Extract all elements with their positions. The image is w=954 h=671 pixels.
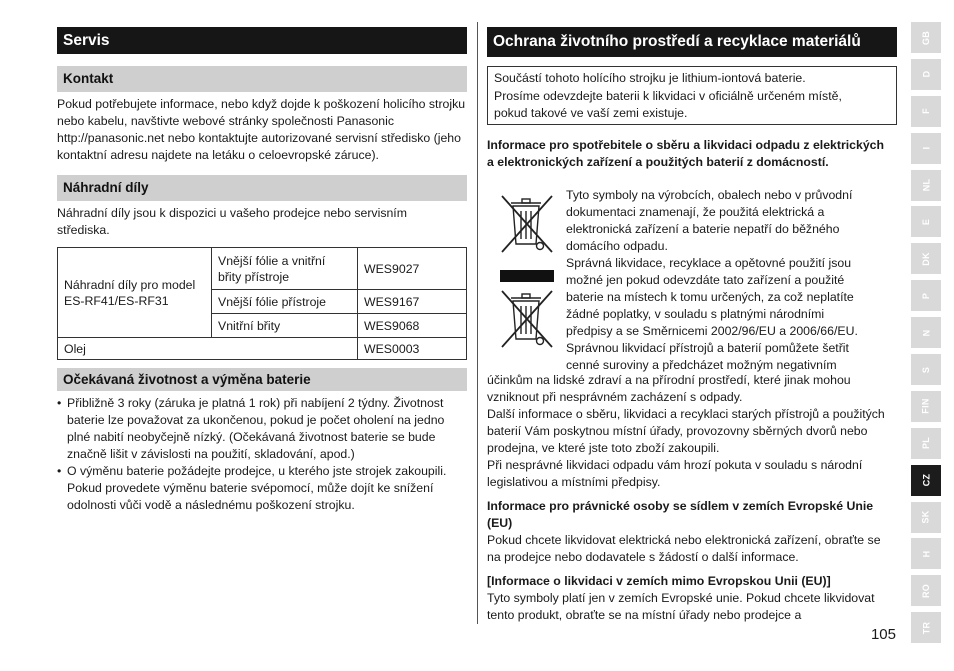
text-line: možné jen pokud odevzdáte tato zařízení a použité [566, 273, 845, 287]
business-heading: Informace pro právnické osoby se sídlem v zemích Evropské Unie (EU) [487, 499, 874, 530]
language-tab-label: D [921, 70, 931, 78]
non-eu-text: Tyto symboly platí jen v zemích Evropské unie. Pokud chcete likvidovat tento produkt, obraťte se na místní úřady nebo prodejce a [487, 591, 875, 622]
language-tab-sk[interactable] [911, 502, 941, 533]
oil-label: Olej [58, 338, 358, 360]
list-item: • Přibližně 3 roky (záruka je platná 1 rok) při nabíjení 2 týdny. Životnost baterie lze považovat za ukončenou, pokud je počet oholení na jedno plné nabití neobyčejně nízký. (Očekávaná životnost baterie se bude značně lišit v závislosti na použití, skladování, apod.) [57, 395, 459, 463]
language-tab-s[interactable] [911, 354, 941, 385]
language-tab-label: E [921, 218, 931, 226]
section-title-servis: Servis [57, 27, 467, 54]
symbols-text: Tyto symboly na výrobcích, obalech nebo v průvodní dokumentaci znamenají, že použitá elektrická a elektronická zařízení a baterie nepatří do běžného domácího odpadu. [566, 188, 853, 253]
text-line: cenné suroviny a předcházet možným negativním [566, 358, 837, 372]
handling-cont: účinkům na lidské zdraví a na přírodní prostředí, které jinak mohou vzniknout při nesprávném zacházení s odpady. [487, 373, 851, 404]
page-number: 105 [870, 626, 896, 643]
language-tab-h[interactable] [911, 538, 941, 569]
table-row [58, 338, 467, 360]
battery-info-box [487, 66, 897, 125]
language-tab-label: TR [920, 621, 931, 635]
part-name: Vnitřní břity [212, 314, 358, 338]
consumer-heading: Informace pro spotřebitele o sběru a likvidaci odpadu z elektrických a elektronických zařízení a použitých baterií z domácností. [487, 138, 885, 169]
weee-symbols [496, 190, 558, 352]
language-tab-label: PL [920, 437, 931, 450]
text-line: Správnou likvidací přístrojů a baterií pomůžete šetřit [566, 341, 849, 355]
language-tab-label: P [921, 292, 931, 299]
language-tab-cz[interactable] [911, 465, 941, 496]
box-line: pokud takové ve vaší zemi existuje. [494, 106, 688, 120]
part-name: Vnější fólie a vnitřní břity přístroje [212, 248, 358, 290]
table-row [58, 248, 467, 290]
language-tab-e[interactable] [911, 206, 941, 237]
crossed-bin-icon [496, 190, 558, 352]
language-tab-dk[interactable] [911, 243, 941, 274]
kontakt-text: Pokud potřebujete informace, nebo když dojde k poškození holicího strojku nebo kabelu, navštivte webové stránky společnosti Panasonic http://panasonic.net nebo kontaktujte autorizované servisní středisko (jeho kontaktní adresu najdete na letáku o celoevropské záruce). [57, 97, 466, 162]
part-code: WES9027 [358, 248, 467, 290]
text-line: Správná likvidace, recyklace a opětovné použití jsou [566, 256, 852, 270]
language-tab-tr[interactable] [911, 612, 941, 643]
subheading-kontakt: Kontakt [57, 66, 467, 92]
language-tab-n[interactable] [911, 317, 941, 348]
language-tab-i[interactable] [911, 133, 941, 164]
part-code: WES9167 [358, 290, 467, 314]
language-tab-label: NL [920, 178, 931, 192]
language-tab-label: SK [920, 510, 931, 524]
language-tab-gb[interactable] [911, 22, 941, 53]
language-tab-d[interactable] [911, 59, 941, 90]
battery-bullets [57, 395, 459, 514]
language-tab-label: GB [920, 30, 931, 45]
language-tab-f[interactable] [911, 96, 941, 127]
language-tab-label: DK [920, 252, 931, 266]
text-line: baterie na místech k tomu určených, za což neplatíte [566, 290, 854, 304]
column-divider [477, 22, 478, 624]
non-eu-heading: [Informace o likvidaci v zemích mimo Evropskou Unii (EU)] [487, 574, 831, 588]
parts-text: Náhradní díly jsou k dispozici u vašeho prodejce nebo servisním střediska. [57, 206, 407, 237]
text-line: žádné poplatky, v souladu s platnými národními [566, 307, 825, 321]
handling-lines [566, 255, 896, 374]
oil-code: WES0003 [358, 338, 467, 360]
business-text: Pokud chcete likvidovat elektrická nebo elektronická zařízení, obraťte se na prodejce nebo dodavatele s žádostí o další informace. [487, 533, 881, 564]
language-tabs [911, 22, 941, 649]
language-tab-label: H [921, 550, 931, 558]
subheading-battery: Očekávaná životnost a výměna baterie [57, 368, 467, 391]
language-tab-label: RO [920, 583, 931, 598]
part-code: WES9068 [358, 314, 467, 338]
language-tab-label: I [921, 146, 931, 150]
parts-table [57, 247, 467, 360]
language-tab-label: F [921, 108, 931, 115]
language-tab-label: N [921, 329, 931, 337]
language-tab-nl[interactable] [911, 170, 941, 201]
right-body [487, 372, 897, 624]
penalty-text: Při nesprávné likvidaci odpadu vám hrozí pokuta v souladu s národní legislativou a místními předpisy. [487, 458, 863, 489]
language-tab-label: S [921, 366, 931, 373]
box-line: Součástí tohoto holícího strojku je lithium-iontová baterie. [494, 71, 806, 85]
more-info-text: Další informace o sběru, likvidaci a recyklaci starých přístrojů a použitých baterií Vám poskytnou místní úřady, provozovny sběrných dvorů nebo prodejna, ve které jste toto zboží zakoupili. [487, 407, 885, 455]
subheading-nahradni-dily: Náhradní díly [57, 175, 467, 201]
section-title-ochrana: Ochrana životního prostředí a recyklace materiálů [487, 27, 897, 57]
language-tab-pl[interactable] [911, 428, 941, 459]
language-tab-p[interactable] [911, 280, 941, 311]
text-line: předpisy a se Směrnicemi 2002/96/EU a 2006/66/EU. [566, 324, 858, 338]
part-name: Vnější fólie přístroje [212, 290, 358, 314]
parts-group-label: Náhradní díly pro model ES-RF41/ES-RF31 [58, 248, 212, 338]
list-item: • O výměnu baterie požádejte prodejce, u kterého jste strojek zakoupili. Pokud provedete výměnu baterie svépomocí, může dojít ke snížení odolnosti vůči vodě a následnému poškození strojku. [57, 463, 459, 514]
language-tab-fin[interactable] [911, 391, 941, 422]
language-tab-ro[interactable] [911, 575, 941, 606]
box-line: Prosíme odevzdejte baterii k likvidaci v oficiálně určeném místě, [494, 88, 842, 103]
language-tab-label: FIN [921, 398, 931, 415]
language-tab-label: CZ [920, 473, 931, 487]
